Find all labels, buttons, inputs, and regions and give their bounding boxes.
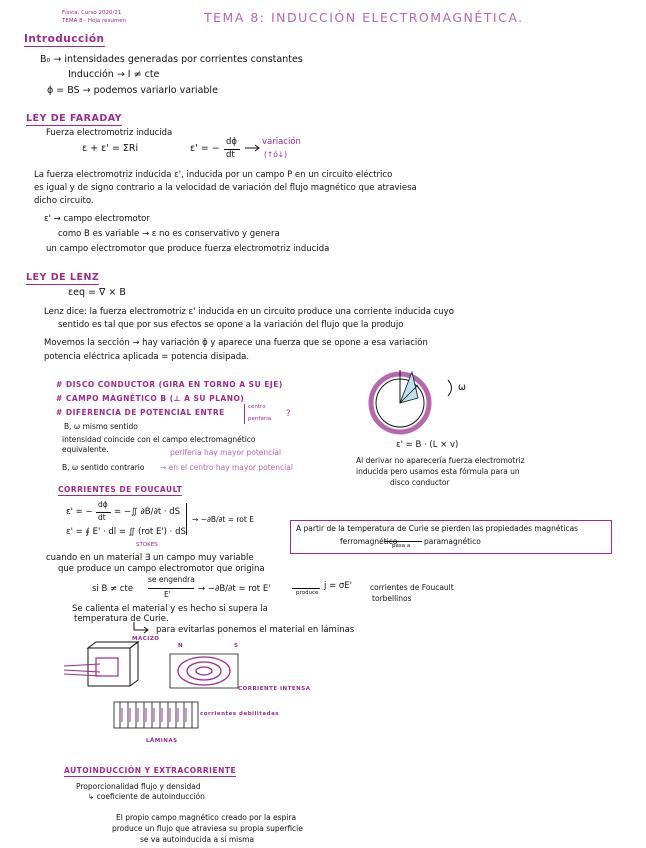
- arrow-line: [292, 588, 320, 589]
- faraday-eq-1: ε + ε' = ΣRi: [82, 143, 139, 154]
- label-laminas: LÁMINAS: [146, 738, 178, 744]
- faraday-line-e: ε' → campo electromotor: [44, 214, 150, 224]
- curie-line-1: A partir de la temperatura de Curie se pierden las propiedades magnéticas: [296, 524, 579, 533]
- disk-opposite: B, ω sentido contrario: [62, 463, 145, 472]
- foucault-eq1-num: dɸ: [98, 500, 108, 509]
- arrow-icon: [245, 145, 261, 151]
- foucault-eq1-lhs: ε' = −: [66, 507, 93, 517]
- self-line-2: ↳ coeficiente de autoinducción: [88, 792, 205, 801]
- if-over: se engendra: [148, 575, 195, 584]
- curie-line-2: ferromagnético: [340, 537, 398, 546]
- disk-bw-line: B, ω mismo sentido: [64, 422, 138, 431]
- disk-question: ?: [286, 409, 291, 419]
- faraday-eq-2-den: dt: [226, 150, 235, 160]
- bracket: [186, 503, 187, 535]
- material-line-1: cuando en un material ∃ un campo muy variable: [46, 553, 254, 563]
- sheets-line: para evitarlas ponemos el material en láminas: [156, 625, 355, 635]
- currents-1: corrientes de Foucault: [370, 583, 454, 592]
- lenz-eq: εeq = ∇ × B: [68, 287, 126, 298]
- stokes-label: STOKES: [136, 542, 158, 548]
- label-macizo: MACIZO: [132, 636, 160, 642]
- self-line-5: se va autoinducida a sí misma: [140, 835, 255, 844]
- disk-note-3: disco conductor: [390, 478, 450, 487]
- variation-label: variación: [262, 137, 301, 147]
- label-s: S: [234, 643, 239, 649]
- intro-line-1: B₀ → intensidades generadas por corrientes constantes: [40, 54, 303, 65]
- disk-periferia: periferia: [248, 416, 272, 422]
- currents-2: torbellinos: [372, 594, 412, 603]
- foucault-eq1-result: → −∂B/∂t = rot E: [192, 515, 254, 524]
- lenz-moving-2: potencia eléctrica aplicada = potencia disipada.: [44, 352, 250, 362]
- label-weak: corrientes debilitadas: [200, 711, 280, 717]
- j-eq: j = σE': [324, 581, 352, 591]
- intro-heading: Introducción: [24, 33, 105, 45]
- eddy-current-sketch: [164, 648, 244, 694]
- heats-1: Se calienta el material y es hecho si supera la: [72, 604, 268, 614]
- disk-note-1: Al derivar no aparecería fuerza electromotriz: [356, 456, 525, 465]
- label-intense: CORRIENTE INTENSA: [238, 686, 311, 692]
- disk-potential: # DIFERENCIA DE POTENCIAL ENTRE: [56, 408, 225, 417]
- laminated-core-sketch: [112, 694, 202, 730]
- arrow-line: [384, 541, 422, 542]
- intro-line-2: Inducción → I ≠ cte: [68, 69, 160, 80]
- lenz-moving-1: Movemos la sección → hay variación ɸ y aparece una fuerza que se opone a esa variación: [44, 338, 428, 348]
- disk-intensity-note: periferia hay mayor potencial: [170, 448, 282, 457]
- foucault-heading: CORRIENTES DE FOUCAULT: [58, 485, 183, 494]
- faraday-heading: LEY DE FARADAY: [26, 113, 123, 124]
- material-line-2: que produce un campo electromotor que origina: [58, 564, 265, 574]
- hook-arrow-icon: [132, 622, 152, 634]
- self-heading: AUTOINDUCCIÓN Y EXTRACORRIENTE: [64, 766, 237, 775]
- disk-intensity-2: equivalente.: [62, 445, 109, 454]
- self-line-3: El propio campo magnético creado por la espira: [116, 813, 297, 822]
- faraday-emf-label: Fuerza electromotriz inducida: [46, 128, 173, 138]
- header-note-1: Física, Curso 2020/21: [62, 10, 122, 16]
- arrow-line: [148, 588, 194, 589]
- disk-centro: centro: [248, 404, 266, 410]
- if-under: E': [164, 590, 171, 599]
- page-title: TEMA 8: INDUCCIÓN ELECTROMAGNÉTICA.: [204, 10, 524, 25]
- faraday-eq-2-num: dɸ: [226, 137, 238, 147]
- lenz-says-1: Lenz dice: la fuerza electromotriz ε' inducida en un circuito produce una corriente inducida cuyo: [44, 307, 454, 317]
- disk-intensity-1: intensidad coincide con el campo electromagnético: [62, 435, 256, 444]
- header-note-2: TEMA 8 · Hoja resumen: [62, 18, 127, 24]
- lenz-says-2: sentido es tal que por sus efectos se opone a la variación del flujo que la produjo: [58, 320, 404, 330]
- if-text: si B ≠ cte: [92, 584, 134, 594]
- faraday-line-b: como B es variable → ε no es conservativo y genera: [58, 229, 280, 239]
- label-n: N: [178, 643, 184, 649]
- if-mid: → −∂B/∂t = rot E': [198, 584, 271, 594]
- curie-line-3: paramagnético: [424, 537, 481, 546]
- disk-field: # CAMPO MAGNÉTICO B (⊥ A SU PLANO): [56, 394, 245, 403]
- curie-arrow-label: pasa a: [392, 543, 411, 549]
- heats-2: temperatura de Curie.: [74, 614, 169, 624]
- faraday-para-2: es igual y de signo contrario a la velocidad de variación del flujo magnético que atraviesa: [34, 183, 417, 193]
- disk-note-2: inducida pero usamos esta fórmula para un: [356, 467, 520, 476]
- disk-diagram: [360, 360, 440, 440]
- disk-eq: ε' = B · (L × v): [396, 440, 459, 450]
- self-line-4: produce un flujo que atraviesa su propia superficie: [112, 824, 303, 833]
- foucault-eq1-rhs: = −∬ ∂B/∂t · dS: [114, 507, 181, 517]
- solid-core-sketch: [60, 640, 150, 690]
- lenz-heading: LEY DE LENZ: [26, 272, 100, 283]
- omega-label: ω: [458, 382, 466, 393]
- faraday-eq-2-lhs: ε' = −: [190, 143, 220, 154]
- faraday-para-3: dicho circuito.: [34, 196, 94, 206]
- variation-sub: (↑ó↓): [264, 150, 288, 159]
- foucault-eq1-den: dt: [98, 513, 106, 522]
- produce-label: produce: [296, 590, 319, 596]
- rotation-arrow-icon: [446, 378, 458, 398]
- intro-line-3: ɸ = BS → podemos variarlo variable: [47, 85, 218, 96]
- faraday-para-1: La fuerza electromotriz inducida ε', inducida por un campo P en un circuito eléctrico: [34, 170, 393, 180]
- foucault-eq2: ε' = ∮ E' · dl = ∬ (rot E') · dS: [66, 527, 186, 537]
- self-line-1: Proporcionalidad flujo y densidad: [76, 782, 201, 791]
- brace: [244, 404, 245, 424]
- disk-opposite-note: → en el centro hay mayor potencial: [160, 463, 293, 472]
- faraday-line-c: un campo electromotor que produce fuerza electromotriz inducida: [46, 244, 330, 254]
- disk-title: # DISCO CONDUCTOR (GIRA EN TORNO A SU EJE): [56, 380, 283, 389]
